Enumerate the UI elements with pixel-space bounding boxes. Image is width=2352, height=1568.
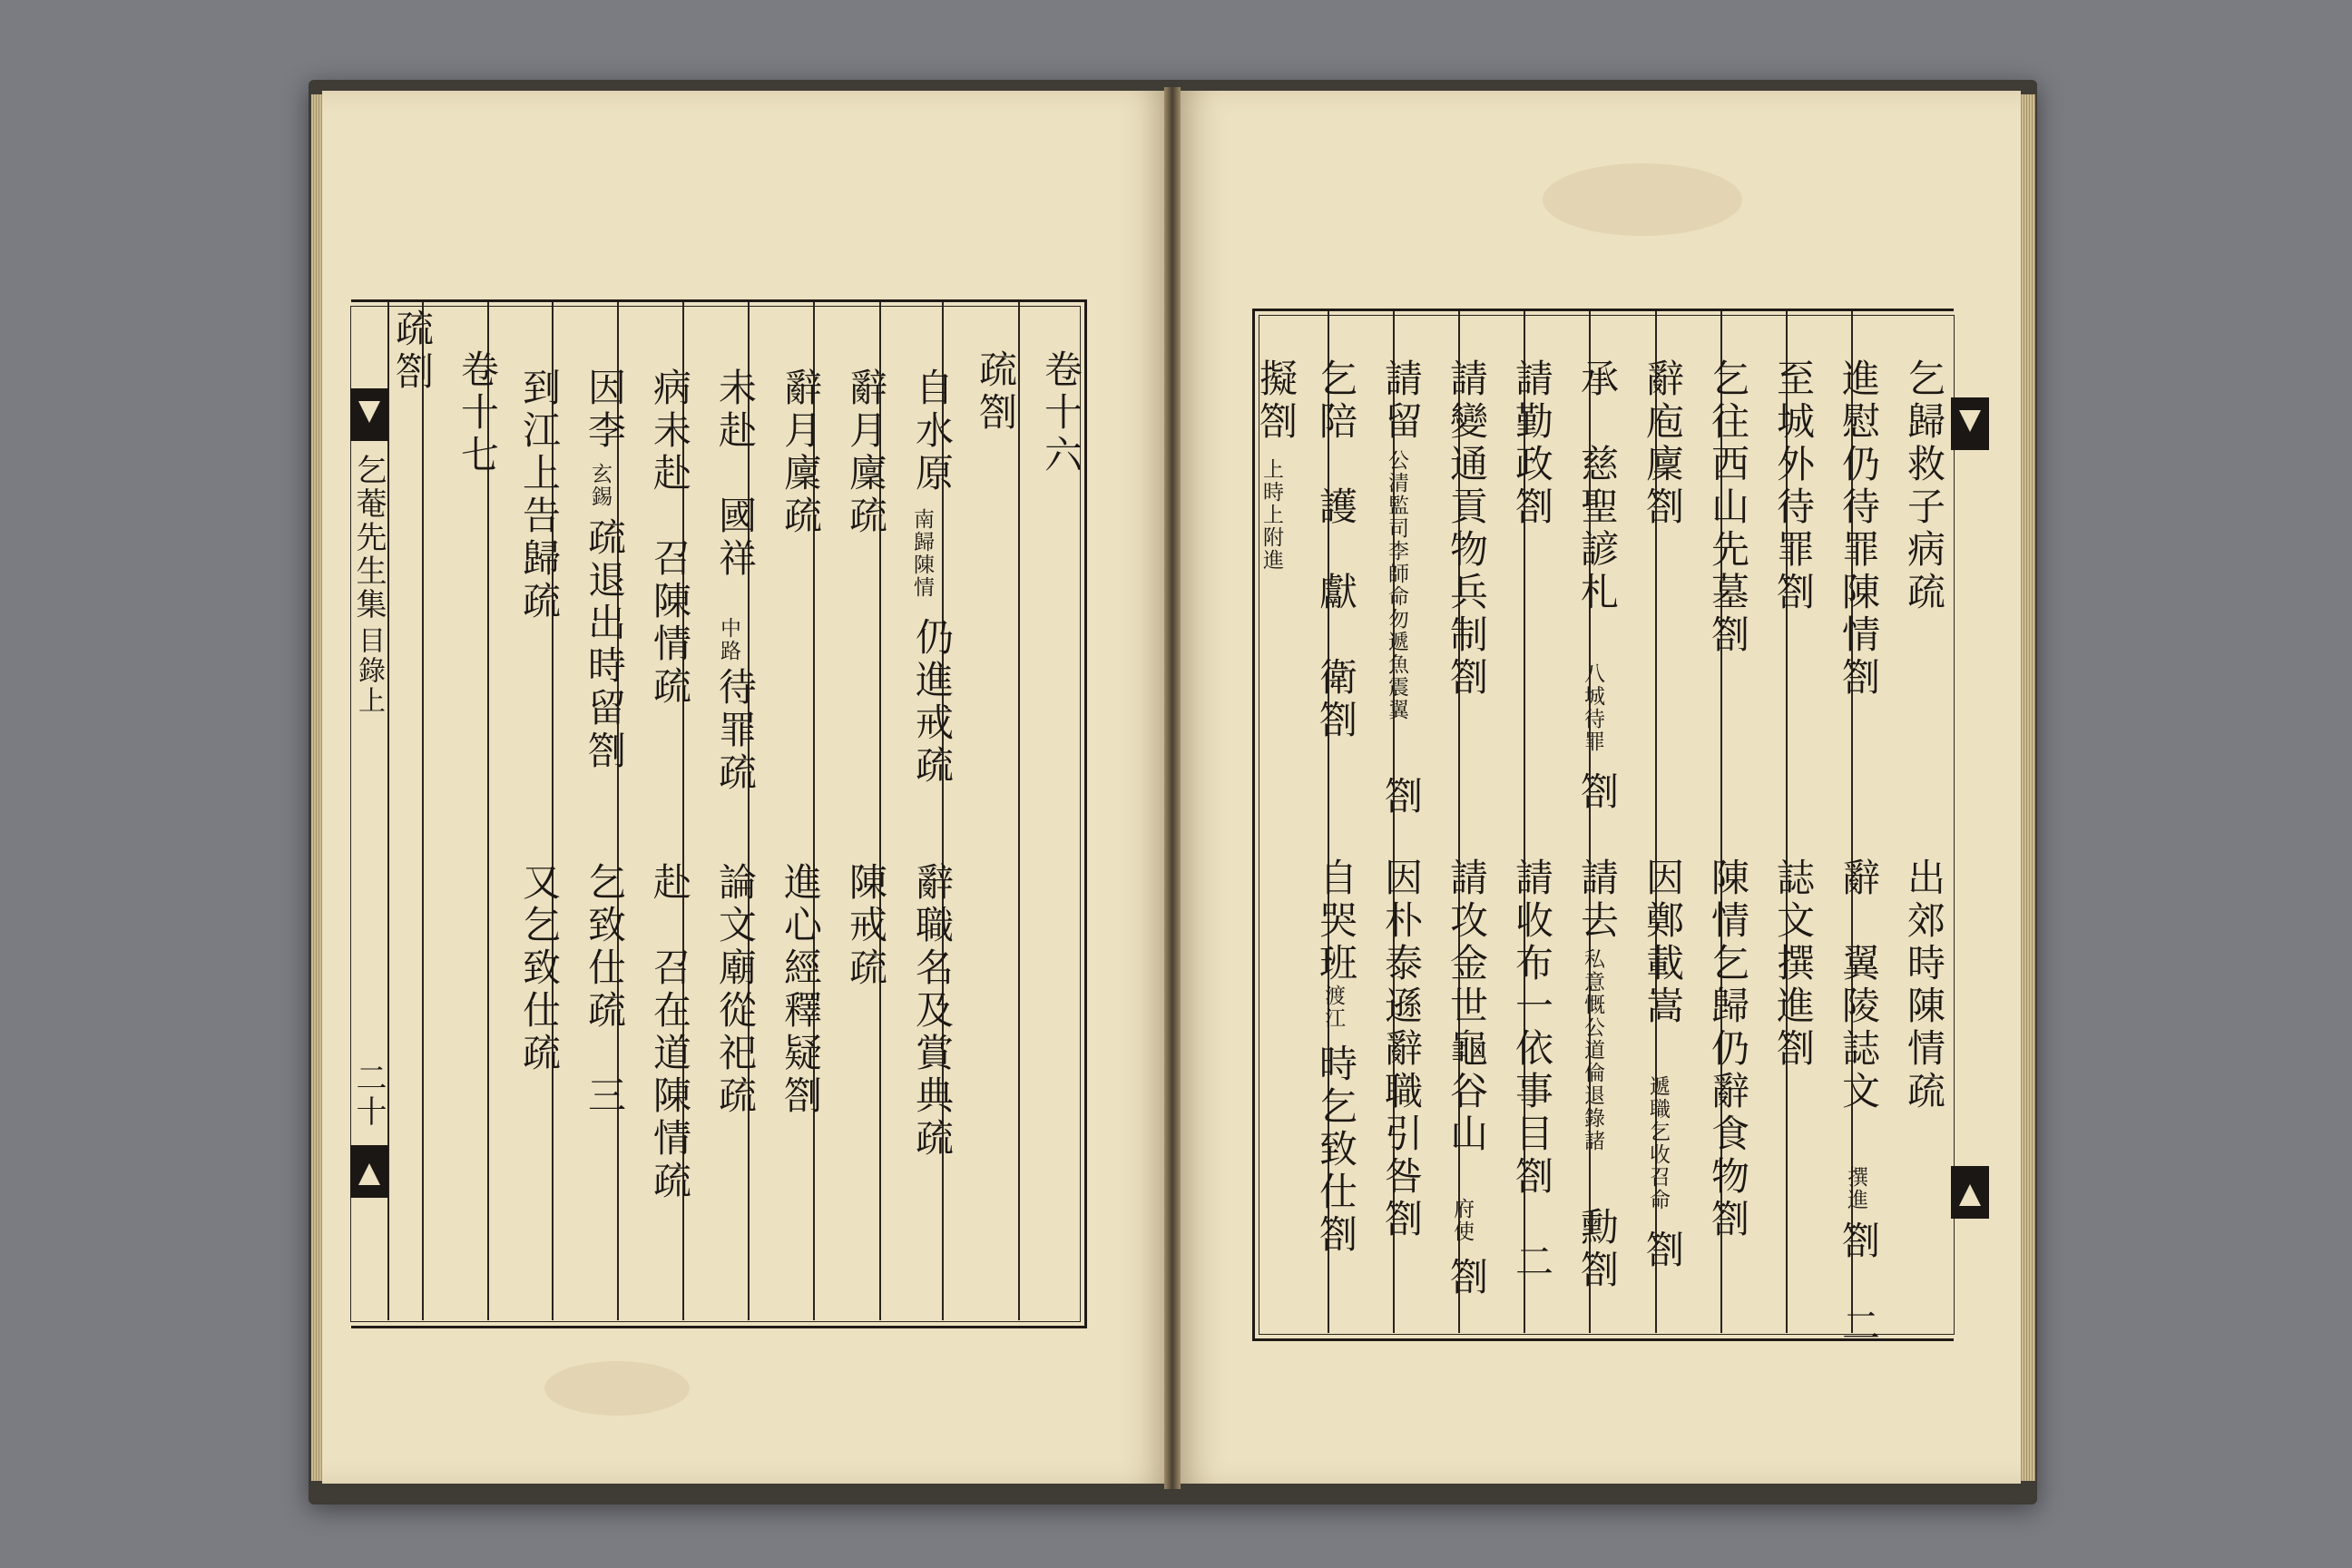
toc-entry-annotation: 中路 [717, 617, 740, 662]
toc-entry: 誌文撰進劄 [1771, 858, 1816, 1071]
toc-entry: 請變通貢物兵制劄 [1445, 358, 1489, 700]
toc-entry-annotation: 遞職乞收召命 [1646, 1075, 1670, 1211]
toc-entry: 自水原 [910, 368, 955, 495]
toc-entry: 承 慈聖諺札 [1575, 358, 1620, 614]
toc-entry: 辭 翼陵誌文 [1837, 858, 1881, 1113]
toc-entry: 請留 [1379, 358, 1424, 444]
toc-entry-annotation: 南歸陳情 [910, 508, 934, 599]
margin-section-title: 目錄上 [353, 626, 385, 716]
toc-entry: 辭月廩疏 [844, 368, 888, 538]
toc-category-heading: 疏劄 [974, 349, 1018, 435]
toc-category-heading: 疏劄 [390, 309, 435, 394]
toc-entry: 又乞致仕疏 [517, 862, 562, 1075]
toc-entry: 因李 [583, 368, 627, 453]
toc-entry: 到江上告歸疏 [517, 368, 562, 623]
toc-entry: 因鄭載嵩 [1641, 858, 1685, 1028]
toc-entry: 陳情乞歸仍辭食物劄 [1706, 858, 1750, 1241]
toc-entry: 陳戒疏 [844, 862, 888, 990]
toc-entry: 乞致仕疏 三 [583, 862, 627, 1118]
toc-entry: 進慰仍待罪陳情劄 [1837, 358, 1881, 700]
fishtail-upper-right [1951, 397, 1989, 450]
margin-folio-number: 二十 [350, 1062, 387, 1129]
toc-entry: 自哭班 [1314, 858, 1358, 985]
paper-stain [544, 1361, 690, 1416]
toc-entry: 未赴 國祥 [713, 368, 758, 581]
toc-entry: 病未赴 召陳情疏 [648, 368, 692, 709]
toc-entry: 乞往西山先墓劄 [1706, 358, 1750, 657]
fishtail-lower-right [1951, 1166, 1989, 1219]
toc-entry: 劄 二 [1837, 1220, 1881, 1348]
right-page-stack-edge [2019, 94, 2035, 1481]
toc-entry: 時乞致仕劄 [1314, 1044, 1358, 1257]
toc-entry: 劄 [1575, 771, 1620, 814]
book-gutter [1164, 87, 1181, 1489]
toc-entry: 請去 [1575, 858, 1620, 943]
toc-entry: 乞陪 護 獻 衛劄 [1314, 358, 1358, 742]
toc-entry-annotation: 八城待罪 [1581, 662, 1604, 753]
toc-entry: 疏退出時留劄 [583, 517, 627, 773]
toc-entry-annotation: 玄錫 [588, 463, 612, 508]
toc-entry: 辭庖廩劄 [1641, 358, 1685, 529]
toc-entry: 待罪疏 [713, 667, 758, 795]
toc-entry-annotation: 府使 [1450, 1198, 1474, 1243]
toc-entry-annotation: 渡江 [1321, 985, 1345, 1030]
toc-volume-heading: 卷十七 [456, 349, 500, 477]
toc-entry: 乞歸救子病疏 [1902, 358, 1946, 614]
toc-entry: 因朴泰遜辭職引咎劄 [1379, 858, 1424, 1241]
toc-entry: 赴 召在道陳情疏 [648, 862, 692, 1203]
fishtail-lower-left [350, 1145, 388, 1198]
toc-entry: 擬劄 [1254, 358, 1298, 444]
toc-entry: 論文廟從祀疏 [713, 862, 758, 1118]
toc-entry-annotation: 公清監司李師命勿遞魚震翼 [1385, 449, 1408, 721]
toc-entry: 請收布一依事目劄 二 [1510, 858, 1554, 1284]
toc-entry: 請勤政劄 [1510, 358, 1554, 529]
toc-entry: 進心經釋疑劄 [779, 862, 823, 1118]
margin-book-title: 乞菴先生集 [350, 454, 387, 622]
fishtail-upper-left [350, 388, 388, 441]
toc-entry: 劄 [1641, 1230, 1685, 1272]
toc-entry: 辭月廩疏 [779, 368, 823, 538]
toc-entry: 仍進戒疏 [910, 617, 955, 788]
toc-entry: 辭職名及賞典疏 [910, 862, 955, 1161]
toc-entry-annotation: 撰進 [1844, 1166, 1867, 1211]
toc-volume-heading: 卷十六 [1039, 349, 1083, 477]
toc-entry-annotation: 上時上附進 [1259, 458, 1283, 572]
paper-stain [1543, 163, 1742, 236]
toc-entry: 劄 [1445, 1257, 1489, 1299]
toc-entry: 劄 [1379, 776, 1424, 818]
toc-entry: 出郊時陳情疏 [1902, 858, 1946, 1113]
toc-entry: 至城外待罪劄 [1771, 358, 1816, 614]
toc-entry-annotation: 私意慨公道倫退錄諸 [1581, 948, 1604, 1152]
toc-entry: 勳劄 [1575, 1207, 1620, 1292]
toc-entry: 請攻金世龜谷山 [1445, 858, 1489, 1156]
